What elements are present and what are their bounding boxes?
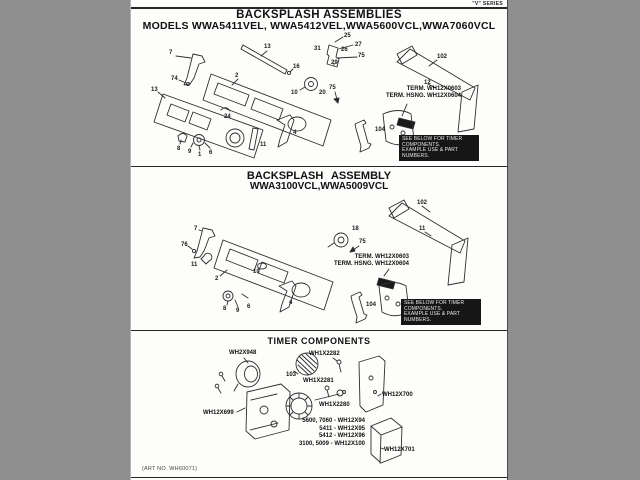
part-label: WH12X701 bbox=[384, 447, 415, 453]
callout: 26 bbox=[341, 47, 348, 53]
callout: 102 bbox=[417, 200, 428, 206]
part-label: WH2X948 bbox=[229, 350, 257, 356]
term-label-1: TERM. WH12X0603 bbox=[354, 254, 409, 260]
rear-support-left-cap bbox=[397, 46, 417, 64]
end-bracket-part bbox=[184, 54, 205, 85]
note-line: EXAMPLE USE & PART NUMBERS. bbox=[402, 147, 458, 159]
callout: 31 bbox=[314, 46, 321, 52]
model-part-row: 5600, 7060 - WH12X94 bbox=[302, 418, 365, 424]
section3-title: TIMER COMPONENTS bbox=[267, 336, 371, 346]
screw-part bbox=[325, 386, 329, 390]
callout: 10 bbox=[253, 269, 260, 275]
term-hsng-label: TERM. HSNG. WH12X0604 bbox=[385, 93, 461, 99]
callout: 12 bbox=[424, 80, 431, 86]
end-bracket-part bbox=[194, 228, 215, 258]
art-number: (ART NO. WH60071) bbox=[142, 466, 198, 472]
callout: 6 bbox=[247, 304, 251, 310]
part-label: 103 bbox=[286, 372, 297, 378]
timer-components-diagram bbox=[131, 350, 509, 476]
note-line: EXAMPLE USE & PART NUMBERS. bbox=[404, 311, 460, 323]
shaft-part bbox=[315, 394, 339, 400]
callout: 10 bbox=[291, 90, 298, 96]
callout: 8 bbox=[223, 306, 227, 312]
bottom-rule bbox=[131, 477, 507, 478]
section-divider bbox=[131, 166, 507, 167]
callout: 2 bbox=[235, 73, 239, 79]
catalog-page bbox=[130, 0, 508, 480]
callout: 76 bbox=[181, 242, 188, 248]
knob-part bbox=[305, 78, 318, 91]
callout: 104 bbox=[375, 127, 386, 133]
callout: 25 bbox=[344, 33, 351, 39]
callout: 2 bbox=[215, 276, 219, 282]
callout: 75 bbox=[329, 85, 336, 91]
model-part-list bbox=[269, 418, 365, 448]
callout: 104 bbox=[366, 302, 377, 308]
rear-support-beam bbox=[389, 203, 465, 253]
term-label-1: TERM. WH12X0603 bbox=[406, 86, 461, 92]
rear-support-right-cap bbox=[458, 85, 478, 132]
callout: 16 bbox=[293, 64, 300, 70]
terminal-labels bbox=[334, 254, 409, 268]
rear-support-left-cap bbox=[389, 200, 409, 218]
note-line: SEE BELOW FOR TIMER COMPONENTS. bbox=[402, 136, 463, 148]
section1-title: BACKSPLASH ASSEMBLIES bbox=[236, 9, 402, 21]
callout: 7 bbox=[169, 50, 173, 56]
rear-support-right-cap bbox=[448, 238, 468, 285]
timer-note-box bbox=[399, 135, 479, 161]
part-label: WH1X2281 bbox=[303, 378, 334, 384]
callout: 11 bbox=[419, 226, 426, 232]
hinge-bracket-part bbox=[355, 120, 371, 152]
callout: 29 bbox=[331, 60, 338, 66]
model-part-row: 5411 - WH12X95 bbox=[319, 425, 365, 432]
callout: 9 bbox=[236, 308, 240, 314]
callout: 24 bbox=[224, 114, 231, 120]
callout: 27 bbox=[355, 42, 362, 48]
callout: 75 bbox=[359, 239, 366, 245]
terminal-labels bbox=[386, 86, 461, 100]
timer-note-box bbox=[401, 299, 481, 325]
callout: 74 bbox=[171, 76, 178, 82]
timer-cover-part bbox=[371, 418, 402, 463]
end-cap-part bbox=[249, 128, 258, 150]
section2-subtitle: WWA3100VCL,WWA5009VCL bbox=[249, 181, 389, 192]
callout: 18 bbox=[352, 226, 359, 232]
callout: 6 bbox=[209, 150, 213, 156]
screw-part bbox=[337, 360, 341, 364]
dial-part bbox=[236, 361, 260, 387]
callout: 11 bbox=[260, 142, 267, 148]
callout: 9 bbox=[188, 149, 192, 155]
timer-bracket-part bbox=[359, 356, 385, 412]
callout: 11 bbox=[191, 262, 198, 268]
section2-title: BACKSPLASH ASSEMBLY bbox=[246, 170, 392, 182]
callout: 8 bbox=[177, 146, 181, 152]
callout: 1 bbox=[198, 152, 202, 158]
callout: 4 bbox=[289, 300, 293, 306]
part-label: WH12X699 bbox=[203, 410, 234, 416]
series-label: "V" SERIES bbox=[472, 1, 503, 7]
note-line: SEE BELOW FOR TIMER COMPONENTS. bbox=[404, 300, 465, 312]
section1-subtitle: MODELS WWA5411VEL, WWA5412VEL,WWA5600VCL,WWA7060VCL bbox=[142, 20, 496, 32]
callout: 4 bbox=[293, 130, 297, 136]
knob-part bbox=[334, 233, 348, 247]
callout: 102 bbox=[437, 54, 448, 60]
backsplash-assembly-diagram bbox=[131, 196, 509, 330]
section-divider bbox=[131, 330, 507, 331]
backsplash-assemblies-diagram bbox=[131, 32, 509, 166]
model-part-row: 5412 - WH12X96 bbox=[318, 433, 365, 439]
small-clip-part bbox=[201, 253, 212, 264]
callout: 13 bbox=[151, 87, 158, 93]
hinge-bracket-part bbox=[351, 292, 367, 323]
callout: 13 bbox=[264, 44, 271, 50]
callout: 75 bbox=[358, 53, 365, 59]
exploded-view-3 bbox=[131, 350, 509, 476]
part-label: WH12X700 bbox=[382, 392, 413, 398]
part-label: WH1X2282 bbox=[309, 351, 340, 357]
callout: 20 bbox=[319, 90, 326, 96]
term-hsng-label: TERM. HSNG. WH12X0604 bbox=[333, 261, 409, 267]
model-part-row: 3100, 5009 - WH12X100 bbox=[298, 440, 365, 447]
part-label: WH1X2280 bbox=[319, 402, 350, 408]
callout: 7 bbox=[194, 226, 198, 232]
